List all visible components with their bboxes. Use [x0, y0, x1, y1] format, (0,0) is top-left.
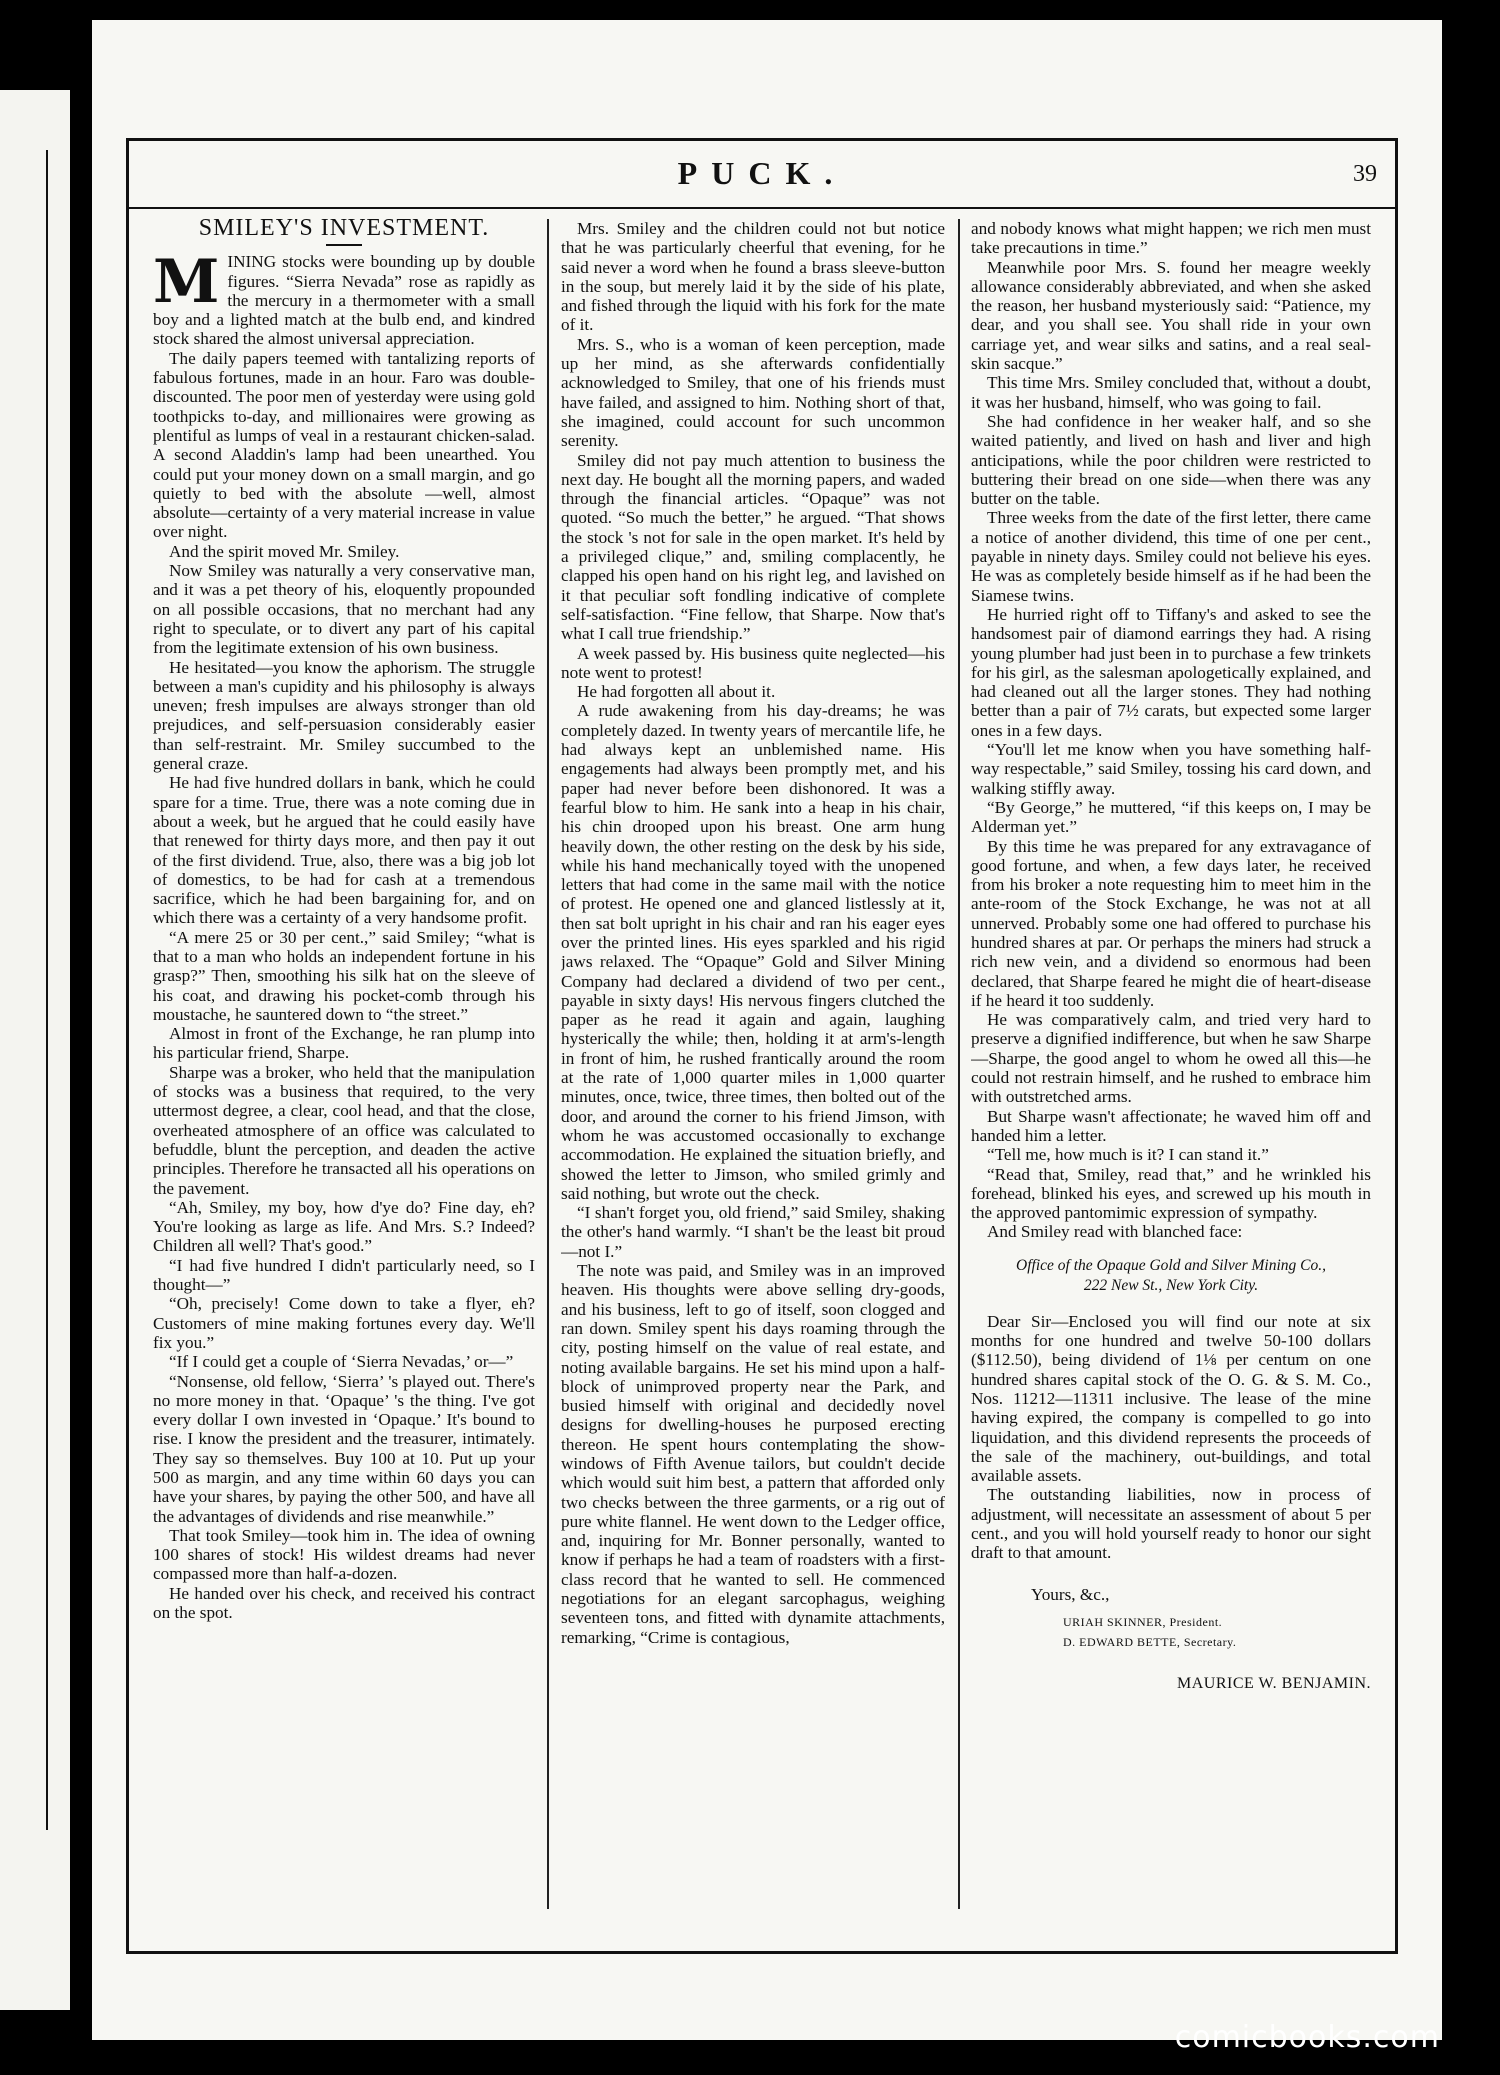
paragraph: The outstanding liabilities, now in process of adjustment, will necessitate an assessment of about 5 per cent., and you will hold yourself ready to honor our sight draft to that amount.: [971, 1485, 1371, 1563]
drop-cap: M: [153, 247, 220, 318]
paragraph: Almost in front of the Exchange, he ran plump into his particular friend, Sharpe.: [153, 1024, 535, 1063]
column-2: [561, 219, 945, 1919]
paragraph: Mrs. Smiley and the children could not but notice that he was particularly cheerful that evening, for he said never a word when he found a brass sleeve-button in the soup, but merely laid it by the side of his plate, and fished through the liquid with his fork for the mate of it.: [561, 219, 945, 335]
paragraph: And Smiley read with blanched face:: [987, 1222, 1243, 1242]
paragraph: This time Mrs. Smiley concluded that, without a doubt, it was her husband, himself, who was going to fail.: [971, 373, 1371, 412]
paragraph: Smiley did not pay much attention to business the next day. He bought all the morning papers, and waded through the financial articles. “Opaque” was not quoted. “So much the better,” he argued. “That shows the stock 's not for sale in the open market. It's held by a privileged clique,” and, smiling complacently, he clapped his open hand on his right leg, and lavished on it that peculiar soft fondling indicative of complete self-satisfaction. “Fine fellow, that Sharpe. Now that's what I call true friendship.”: [561, 450, 945, 644]
paragraph: “Oh, precisely! Come down to take a flyer, eh? Customers of mine making fortunes every day. We'll fix you.”: [153, 1294, 535, 1352]
paragraph: Meanwhile poor Mrs. S. found her meagre weekly allowance considerably abbreviated, and when she asked the reason, her husband mysteriously said: “Patience, my dear, and you shall see. You shall ride in your own carriage yet, and wear silks and satins, and a real seal-skin sacque.”: [971, 257, 1371, 374]
paragraph: The note was paid, and Smiley was in an improved heaven. His thoughts were above selling dry-goods, and his business, left to go of itself, soon clogged and ran down. Smiley spent his days roaming through the city, posting himself on the value of real estate, and noting available bargains. He set his mind upon a half-block of unimproved property near the Park, and busied himself with original and decidedly novel designs for dwelling-houses he purposed erecting thereon. He spent hours contemplating the show-windows of Fifth Avenue tailors, but couldn't decide which would suit him best, a pattern that afforded only two checks between the three garments, or a rig out of pure white flannel. He went down to the Ledger office, and, inquiring for Mr. Bonner personally, wanted to know if perhaps he had a team of roadsters with a first-class record that he wanted to sell. He commenced negotiations for an elegant sarcophagus, weighing seventeen tons, and fitted with dynamite attachments, remarking, “Crime is contagious,: [561, 1261, 945, 1647]
paragraph: “A mere 25 or 30 per cent.,” said Smiley; “what is that to a man who holds an independent fortune in his grasp?” Then, smoothing his silk hat on the sleeve of his coat, and drawing his pocket-comb through his moustache, he sauntered down to “the street.”: [153, 927, 535, 1024]
paragraph: “Tell me, how much is it? I can stand it.”: [987, 1145, 1269, 1165]
page-frame: [126, 138, 1398, 1954]
masthead: PUCK.: [677, 155, 847, 191]
signatory-secretary: D. EDWARD BETTE, Secretary.: [1063, 1634, 1237, 1649]
paragraph: “Ah, Smiley, my boy, how d'ye do? Fine day, eh? You're looking as large as life. And Mrs. S.? Indeed? Children all well? That's good.”: [153, 1197, 535, 1256]
paragraph: She had confidence in her weaker half, and so she waited patiently, and lived on hash and liver and high anticipations, while the poor children were restricted to buttering their bread on one side—when there was any butter on the table.: [971, 411, 1371, 509]
letter-heading: [971, 1256, 1371, 1296]
masthead-rule: [129, 207, 1395, 209]
paragraph: and nobody knows what might happen; we rich men must take precautions in time.”: [971, 219, 1371, 258]
paragraph: He handed over his check, and received his contract on the spot.: [153, 1583, 535, 1623]
column-1: [153, 219, 535, 1919]
letter-signatures: [1063, 1612, 1371, 1652]
paragraph: He had forgotten all about it.: [577, 682, 776, 702]
paragraph: “I shan't forget you, old friend,” said Smiley, shaking the other's hand warmly. “I shan't be the least bit proud—not I.”: [561, 1203, 945, 1261]
paragraph: He hurried right off to Tiffany's and asked to see the handsomest pair of diamond earrings they had. A rising young plumber had just been in to purchase a few trinkets for his girl, as the salesman apologetically explained, and had cleaned out all the larger stones. They had nothing better than a pair of 7½ carats, but expected some larger ones in a few days.: [971, 604, 1371, 740]
letter-address-line: 222 New St., New York City.: [1083, 1276, 1259, 1294]
paragraph: “If I could get a couple of ‘Sierra Nevadas,’ or—”: [169, 1352, 514, 1372]
signatory-president: URIAH SKINNER, President.: [1063, 1614, 1223, 1629]
page-number: 39: [1353, 161, 1377, 187]
letter-office-line: Office of the Opaque Gold and Silver Mining Co.,: [1016, 1256, 1326, 1274]
paragraph: “I had five hundred I didn't particularly need, so I thought—”: [153, 1255, 535, 1295]
paragraph: He hesitated—you know the aphorism. The struggle between a man's cupidity and his philosophy is always uneven; fresh impulses are always stronger than old prejudices, and self-persuasion considerably easier than self-restraint. Mr. Smiley succumbed to the general craze.: [153, 657, 535, 774]
magazine-page: [92, 20, 1442, 2040]
previous-page-rule: [46, 150, 48, 1830]
paragraph: He was comparatively calm, and tried very hard to preserve a dignified indifference, but when he saw Sharpe—Sharpe, the good angel to whom he owed all this—he could not restrain himself, and he rushed to embrace him with outstretched arms.: [971, 1010, 1371, 1107]
paragraph: “By George,” he muttered, “if this keeps on, I may be Alderman yet.”: [971, 797, 1371, 837]
paragraph: A rude awakening from his day-dreams; he was completely dazed. In twenty years of mercantile life, he had always kept an unblemished name. His engagements had always been promptly met, and his paper had never before been dishonored. It was a fearful blow to him. He sank into a heap in his chair, his chin drooped upon his breast. One arm hung heavily down, the other resting on the desk by his side, while his hand mechanically toyed with the unopened letters that had come in the same mail with the notice of protest. He opened one and glanced listlessly at it, then sat bolt upright in his chair and ran his eager eyes over the printed lines. His eyes sparkled and his rigid jaws relaxed. The “Opaque” Gold and Silver Mining Company had declared a dividend of two per cent., payable in sixty days! His nervous fingers clutched the paper as he read it again and again, laughing hysterically the while; then, holding it at arm's-length in front of him, he rushed frantically around the room at the rate of 1,000 quarter miles in 1,000 quarter minutes, once, twice, three times, then bolted out of the door, and around the corner to his friend Jimson, with whom he was accustomed occasionally to exchange accommodation. He explained the situation briefly, and showed the letter to Jimson, who smiled grimly and said nothing, but wrote out the check.: [561, 701, 945, 1203]
paragraph: MINING stocks were bounding up by double figures. “Sierra Nevada” rose as rapidly as the mercury in a thermometer with a small boy and a lighted match at the bulb end, and kindred stock shared the almost universal appreciation.: [153, 247, 535, 349]
paragraph: Sharpe was a broker, who held that the manipulation of stocks was a business that required, to the very uttermost degree, a clear, cool head, and that the close, overheated atmosphere of an office was calculated to befuddle, blunt the perception, and deaden the active principles. Therefore he transacted all his operations on the pavement.: [153, 1062, 535, 1198]
previous-page-edge: [0, 90, 70, 2010]
paragraph: Mrs. S., who is a woman of keen perception, made up her mind, as she afterwards confidentially acknowledged to Smiley, that one of his friends must have failed, and assigned to him. Nothing short of that, she imagined, could account for such uncommon serenity.: [561, 334, 945, 451]
paragraph: And the spirit moved Mr. Smiley.: [169, 541, 400, 561]
paragraph: “Read that, Smiley, read that,” and he wrinkled his forehead, blinked his eyes, and screwed up his mouth in the approved pantomimic expression of sympathy.: [971, 1164, 1371, 1223]
paragraph: “Nonsense, old fellow, ‘Sierra’ 's played out. There's no more money in that. ‘Opaque’ 's the thing. I've got every dollar I own invested in ‘Opaque.’ It's bound to rise. I know the president and the treasurer, intimately. They say so themselves. Buy 100 at 10. Put up your 500 as margin, and any time within 60 days you can have your shares, by paying the other 500, and have all the advantages of dividends and rise meanwhile.”: [153, 1371, 535, 1526]
paragraph: By this time he was prepared for any extravagance of good fortune, and when, a few days later, he received from his broker a note requesting him to meet him in the ante-room of the Stock Exchange, he was not at all unnerved. Probably some one had offered to purchase his hundred shares at par. Or perhaps the miners had struck a rich new vein, and a dividend so enormous had been declared, that Sharpe feared he might die of heart-disease if he heard it too suddenly.: [971, 836, 1371, 1010]
paragraph: “You'll let me know when you have something half-way respectable,” said Smiley, tossing his card down, and walking stiffly away.: [971, 740, 1371, 798]
column-divider: [547, 219, 549, 1909]
paragraph: A week passed by. His business quite neglected—his note went to protest!: [561, 643, 945, 682]
watermark: comicbooks.com: [1174, 2020, 1440, 2055]
letter-body: [971, 1312, 1371, 1563]
paragraph: That took Smiley—took him in. The idea of owning 100 shares of stock! His wildest dreams had never compassed more than half-a-dozen.: [153, 1525, 535, 1584]
title-rule: [326, 244, 362, 246]
paragraph: The daily papers teemed with tantalizing reports of fabulous fortunes, made in an hour. Faro was double-discounted. The poor men of yesterday were using gold toothpicks to-day, and millionaires were growing as plentiful as lumps of veal in a restaurant chicken-salad. A second Aladdin's lamp had been unearthed. You could put your money down on a small margin, and go quietly to bed with the absolute —well, almost absolute—certainty of a very material increase in value over night.: [153, 348, 535, 542]
letter-closing: Yours, &c.,: [1031, 1584, 1110, 1604]
paragraph: Three weeks from the date of the first letter, there came a notice of another dividend, this time of one per cent., payable in ninety days. Smiley could not believe his eyes. He was as completely beside himself as if he had been the Siamese twins.: [971, 508, 1371, 605]
paragraph: Now Smiley was naturally a very conservative man, and it was a pet theory of his, eloquently propounded on all possible occasions, that no merchant had any right to speculate, or to divert any part of his capital from the legitimate extension of his own business.: [153, 561, 535, 658]
author-byline: MAURICE W. BENJAMIN.: [1176, 1674, 1371, 1692]
paragraph: But Sharpe wasn't affectionate; he waved him off and handed him a letter.: [971, 1106, 1371, 1145]
paragraph: He had five hundred dollars in bank, which he could spare for a time. True, there was a note coming due in about a week, but he argued that he could easily have that renewed for thirty days more, and then pay it out of the first dividend. True, also, there was a big job lot of domestics, to be had for cash at a tremendous sacrifice, which he had been bargaining for, and on which there was a certainty of a very handsome profit.: [153, 773, 535, 928]
article-title: SMILEY'S INVESTMENT.: [198, 219, 490, 241]
paragraph: Dear Sir—Enclosed you will find our note at six months for one hundred and twelve 50-100 dollars ($112.50), being dividend of 1⅛ per centum on one hundred shares capital stock of the O. G. & S. M. Co., Nos. 11212—11311 inclusive. The lease of the mine having expired, the company is compelled to go into liquidation, and this dividend represents the proceeds of the sale of the machinery, out-buildings, and total available assets.: [971, 1311, 1371, 1486]
column-divider: [958, 219, 960, 1909]
column-3: [971, 219, 1371, 1919]
